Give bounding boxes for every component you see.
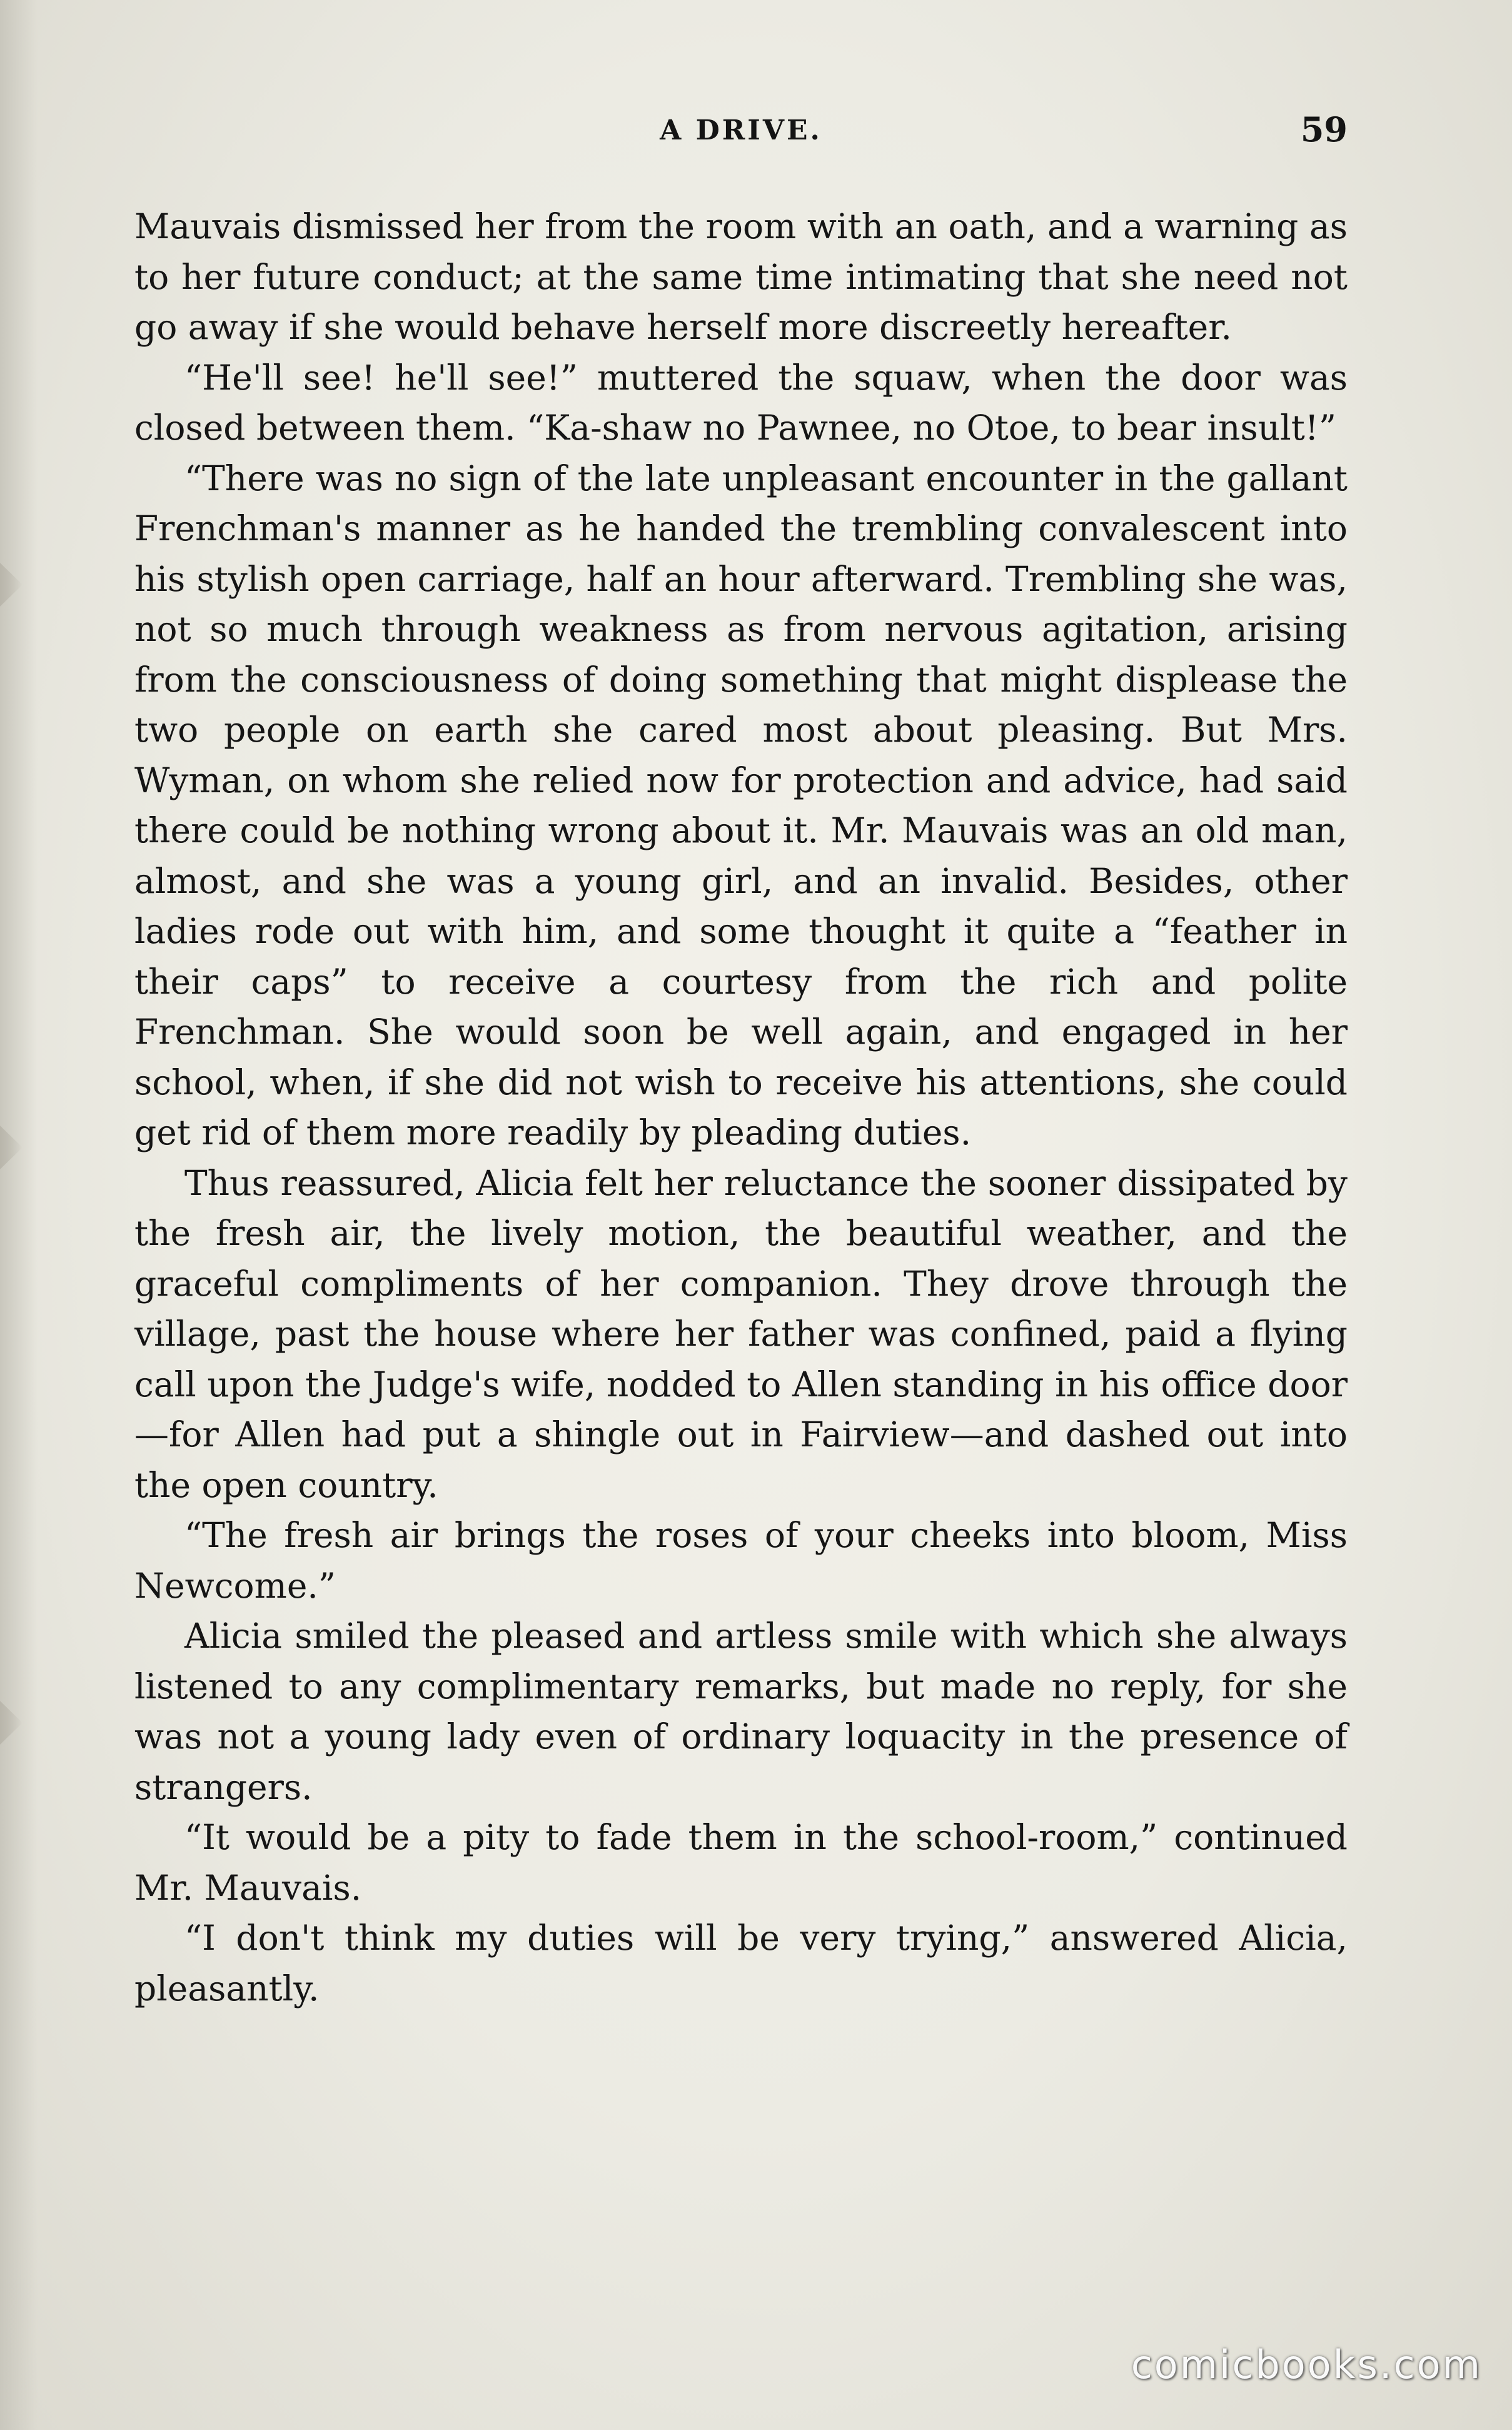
watermark: comicbooks.com <box>1131 2342 1482 2387</box>
paragraph: Thus reassured, Alicia felt her reluctance the sooner dissipated by the fresh air, the lively motion, the beautiful weather, and the graceful compliments of her companion. They drove through the village, past the house where her father was confined, paid a flying call upon the Judge's wife, nodded to Allen standing in his office door—for Allen had put a shingle out in Fairview—and dashed out into the open country. <box>134 1162 1348 1505</box>
page-edge-shadow <box>0 0 38 2430</box>
paragraph: “The fresh air brings the roses of your cheeks into bloom, Miss Newcome.” <box>134 1515 1348 1606</box>
paragraph: Alicia smiled the pleased and artless smile with which she always listened to any complimentary remarks, but made no reply, for she was not a young lady even of ordinary loquacity in the presence of strangers. <box>134 1616 1348 1807</box>
page-header <box>134 103 1348 159</box>
paragraph: Mauvais dismissed her from the room with an oath, and a warning as to her future conduct; at the same time intimating that she need not go away if she would behave herself more discreetly hereafter. <box>134 206 1348 347</box>
paragraph: “There was no sign of the late unpleasant encounter in the gallant Frenchman's manner as he handed the trembling convalescent into his stylish open carriage, half an hour afterward. Trembling she was, not so much through weakness as from nervous agitation, arising from the consciousness of doing something that might displease the two people on earth she cared most about pleasing. But Mrs. Wyman, on whom she relied now for protection and advice, had said there could be nothing wrong about it. Mr. Mauvais was an old man, almost, and she was a young girl, and an invalid. Besides, other ladies rode out with him, and some thought it quite a “feather in their caps” to receive a courtesy from the rich and polite Frenchman. She would soon be well again, and engaged in her school, when, if she did not wish to receive his attentions, she could get rid of them more readily by pleading duties. <box>134 458 1348 1152</box>
body-text <box>134 201 1348 2014</box>
paragraph: “I don't think my duties will be very trying,” answered Alicia, pleasantly. <box>134 1918 1348 2009</box>
paragraph: “He'll see! he'll see!” muttered the squaw, when the door was closed between them. “Ka-shaw no Pawnee, no Otoe, to bear insult!” <box>134 357 1348 448</box>
page-number: 59 <box>1300 109 1348 149</box>
paragraph: “It would be a pity to fade them in the school-room,” continued Mr. Mauvais. <box>134 1817 1348 1908</box>
running-head: A DRIVE. <box>660 114 822 146</box>
